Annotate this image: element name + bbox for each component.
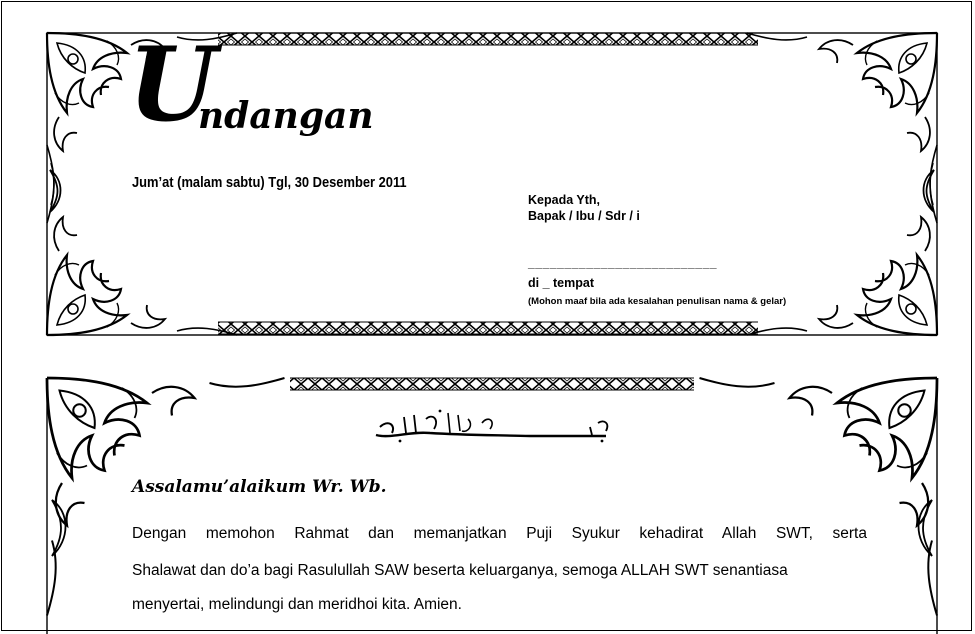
recipient-note: (Mohon maaf bila ada kesalahan penulisan nama & gelar)	[528, 296, 787, 307]
bismillah-calligraphy-icon	[370, 405, 620, 445]
paragraph-line-3: menyertai, melindungi dan meridhoi kita. Amien.	[132, 596, 462, 613]
recipient-salutation: Bapak / Ibu / Sdr / i	[528, 209, 640, 223]
recipient-name-line: __________________________	[528, 256, 718, 270]
event-date: Jum’at (malam sabtu) Tgl, 30 Desember 2011	[132, 174, 407, 191]
title-text: ndangan	[198, 95, 374, 137]
recipient-place: di _ tempat	[528, 276, 594, 290]
paragraph-line-2: Shalawat dan do’a bagi Rasulullah SAW beserta keluarganya, semoga ALLAH SWT senantiasa	[132, 562, 788, 579]
title-initial: U	[128, 25, 213, 145]
greeting: Assalamu’alaikum Wr. Wb.	[132, 477, 387, 497]
recipient-kepada: Kepada Yth,	[528, 193, 601, 207]
paragraph-line-1: Dengan memohon Rahmat dan memanjatkan Puji Syukur kehadirat Allah SWT, serta	[132, 525, 867, 542]
